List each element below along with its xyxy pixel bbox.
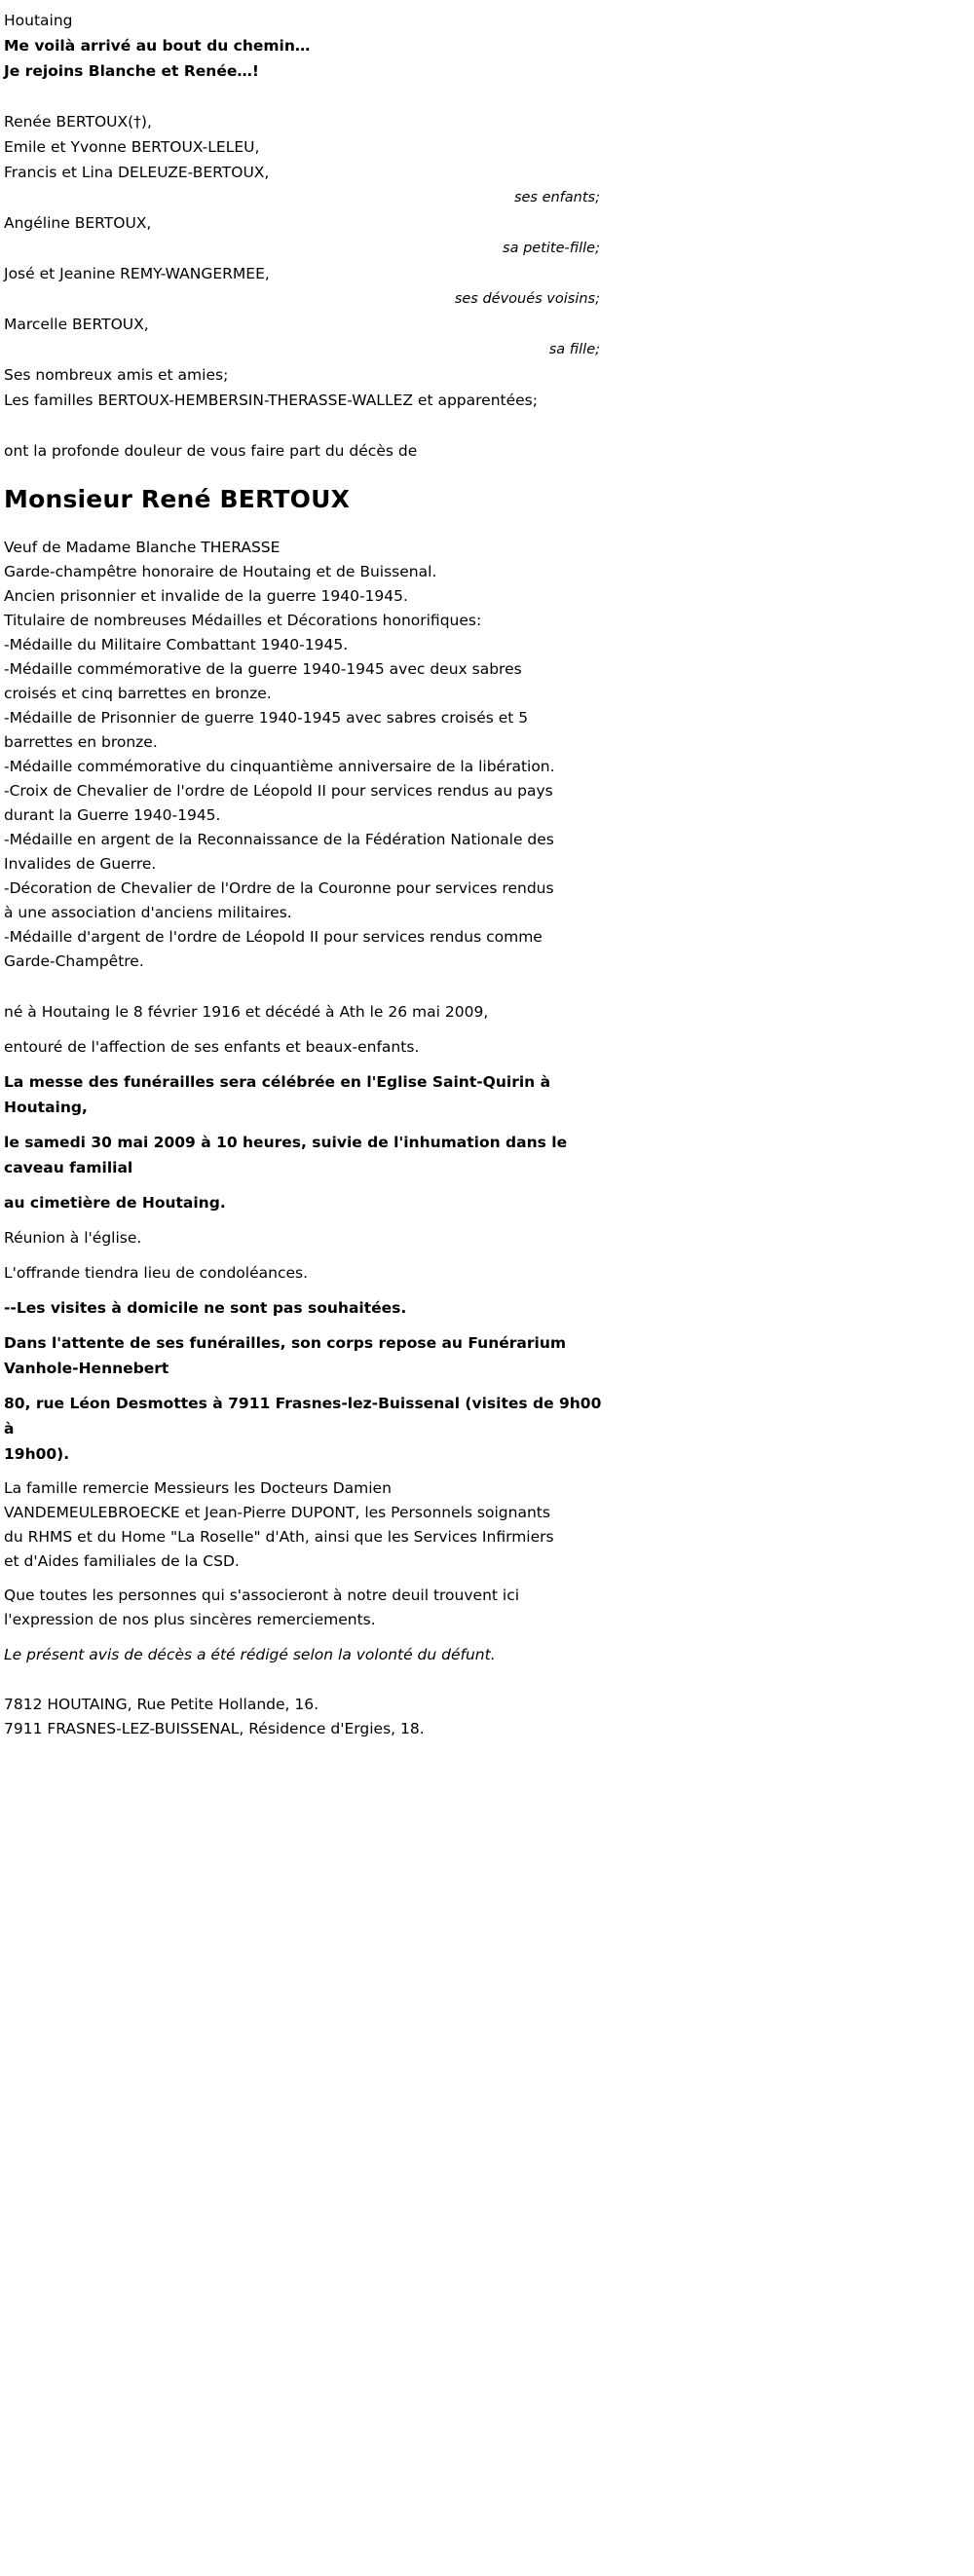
biography-line: Garde-champêtre honoraire de Houtaing et de Buissenal. [4,563,437,580]
spacer [4,1381,604,1391]
offering-line: L'offrande tiendra lieu de condoléances. [4,1264,309,1282]
ceremony-date-line-2: caveau familial [4,1159,133,1176]
spacer [4,464,604,483]
spacer [4,1060,604,1069]
condolences-line-2: l'expression de nos plus sincères remerciements. [4,1611,376,1628]
place-name: Houtaing [4,12,73,29]
funeral-home-line-1: Dans l'attente de ses funérailles, son corps repose au Funérarium [4,1334,567,1352]
family-member: José et Jeanine REMY-WANGERMEE, [4,265,270,282]
family-member: Renée BERTOUX(†), [4,113,152,131]
decoration-item-cont: durant la Guerre 1940-1945. [4,806,221,824]
ceremony-date-line-1: le samedi 30 mai 2009 à 10 heures, suivie de l'inhumation dans le [4,1134,568,1151]
biography-line: Titulaire de nombreuses Médailles et Décorations honorifiques: [4,612,482,629]
cemetery-line: au cimetière de Houtaing. [4,1194,226,1212]
spacer [4,1321,604,1330]
funeral-home-line-2: Vanhole-Hennebert [4,1360,169,1377]
friends-line: Ses nombreux amis et amies; [4,366,229,384]
spacer [4,1632,604,1642]
thanks-doctors-line-4: et d'Aides familiales de la CSD. [4,1552,240,1570]
thanks-doctors-line-2: VANDEMEULEBROECKE et Jean-Pierre DUPONT, les Personnels soignants [4,1504,550,1521]
decoration-item: -Décoration de Chevalier de l'Ordre de la Couronne pour services rendus [4,879,554,897]
address-line: 7911 FRASNES-LEZ-BUISSENAL, Résidence d'Ergies, 18. [4,1720,425,1737]
decoration-item: -Médaille de Prisonnier de guerre 1940-1945 avec sabres croisés et 5 [4,709,529,727]
announcement-intro: ont la profonde douleur de vous faire part du décès de [4,442,418,460]
decoration-item: -Médaille en argent de la Reconnaissance de la Fédération Nationale des [4,831,554,848]
address-line: 7812 HOUTAING, Rue Petite Hollande, 16. [4,1696,319,1713]
spacer [4,1574,604,1584]
condolences-line-1: Que toutes les personnes qui s'associeront à notre deuil trouvent ici [4,1587,520,1604]
no-home-visits-line: --Les visites à domicile ne sont pas souhaitées. [4,1299,407,1317]
decoration-item-cont: croisés et cinq barrettes en bronze. [4,685,272,702]
mass-announcement-line-2: Houtaing, [4,1099,88,1116]
spacer [4,1215,604,1225]
funeral-home-address-line-1: 80, rue Léon Desmottes à 7911 Frasnes-lez-Buissenal (visites de 9h00 à [4,1395,607,1437]
spacer [4,84,604,109]
decoration-item-cont: à une association d'anciens militaires. [4,904,292,921]
decoration-item-cont: Garde-Champêtre. [4,952,144,970]
spacer [4,1667,604,1693]
spacer [4,1251,604,1260]
notice-volonte-note: Le présent avis de décès a été rédigé selon la volonté du défunt. [4,1646,496,1663]
thanks-doctors-line-1: La famille remercie Messieurs les Docteurs Damien [4,1479,392,1497]
decoration-item-cont: barrettes en bronze. [4,733,158,751]
decoration-item: -Médaille d'argent de l'ordre de Léopold II pour services rendus comme [4,928,543,946]
spacer [4,1286,604,1295]
decoration-item: -Croix de Chevalier de l'ordre de Léopold II pour services rendus au pays [4,782,553,800]
epitaph-line-1: Me voilà arrivé au bout du chemin… [4,37,311,55]
relationship-qualifier-granddaughter: sa petite-fille; [503,241,600,256]
biography-line: Veuf de Madame Blanche THERASSE [4,539,281,556]
decoration-item-cont: Invalides de Guerre. [4,855,157,873]
relationship-qualifier-neighbours: ses dévoués voisins; [454,291,600,307]
spacer [4,1120,604,1130]
surrounded-by-line: entouré de l'affection de ses enfants et beaux-enfants. [4,1038,420,1056]
spacer [4,1025,604,1034]
family-member: Angéline BERTOUX, [4,214,152,232]
decoration-item: -Médaille commémorative du cinquantième anniversaire de la libération. [4,758,555,775]
biography-line: Ancien prisonnier et invalide de la guerre 1940-1945. [4,587,408,605]
death-notice-document [0,0,607,1741]
epitaph-line-2: Je rejoins Blanche et Renée…! [4,62,259,80]
gathering-line: Réunion à l'église. [4,1229,142,1247]
family-member: Emile et Yvonne BERTOUX-LELEU, [4,138,260,156]
family-member: Francis et Lina DELEUZE-BERTOUX, [4,164,270,181]
related-families-line: Les familles BERTOUX-HEMBERSIN-THERASSE-WALLEZ et apparentées; [4,392,538,409]
mass-announcement-line-1: La messe des funérailles sera célébrée en l'Eglise Saint-Quirin à [4,1073,551,1091]
funeral-home-address-line-2: 19h00). [4,1445,70,1463]
decoration-item: -Médaille commémorative de la guerre 1940-1945 avec deux sabres [4,660,522,678]
decoration-item: -Médaille du Militaire Combattant 1940-1945. [4,636,349,653]
birth-death-line: né à Houtaing le 8 février 1916 et décédé à Ath le 26 mai 2009, [4,1003,489,1021]
family-member: Marcelle BERTOUX, [4,316,149,333]
thanks-doctors-line-3: du RHMS et du Home "La Roselle" d'Ath, ainsi que les Services Infirmiers [4,1528,554,1546]
spacer [4,516,604,536]
spacer [4,413,604,438]
spacer [4,1180,604,1190]
spacer [4,974,604,999]
relationship-qualifier-children: ses enfants; [513,190,600,205]
spacer [4,1467,604,1476]
relationship-qualifier-daughter: sa fille; [548,342,600,357]
deceased-name-title: Monsieur René BERTOUX [4,485,351,513]
